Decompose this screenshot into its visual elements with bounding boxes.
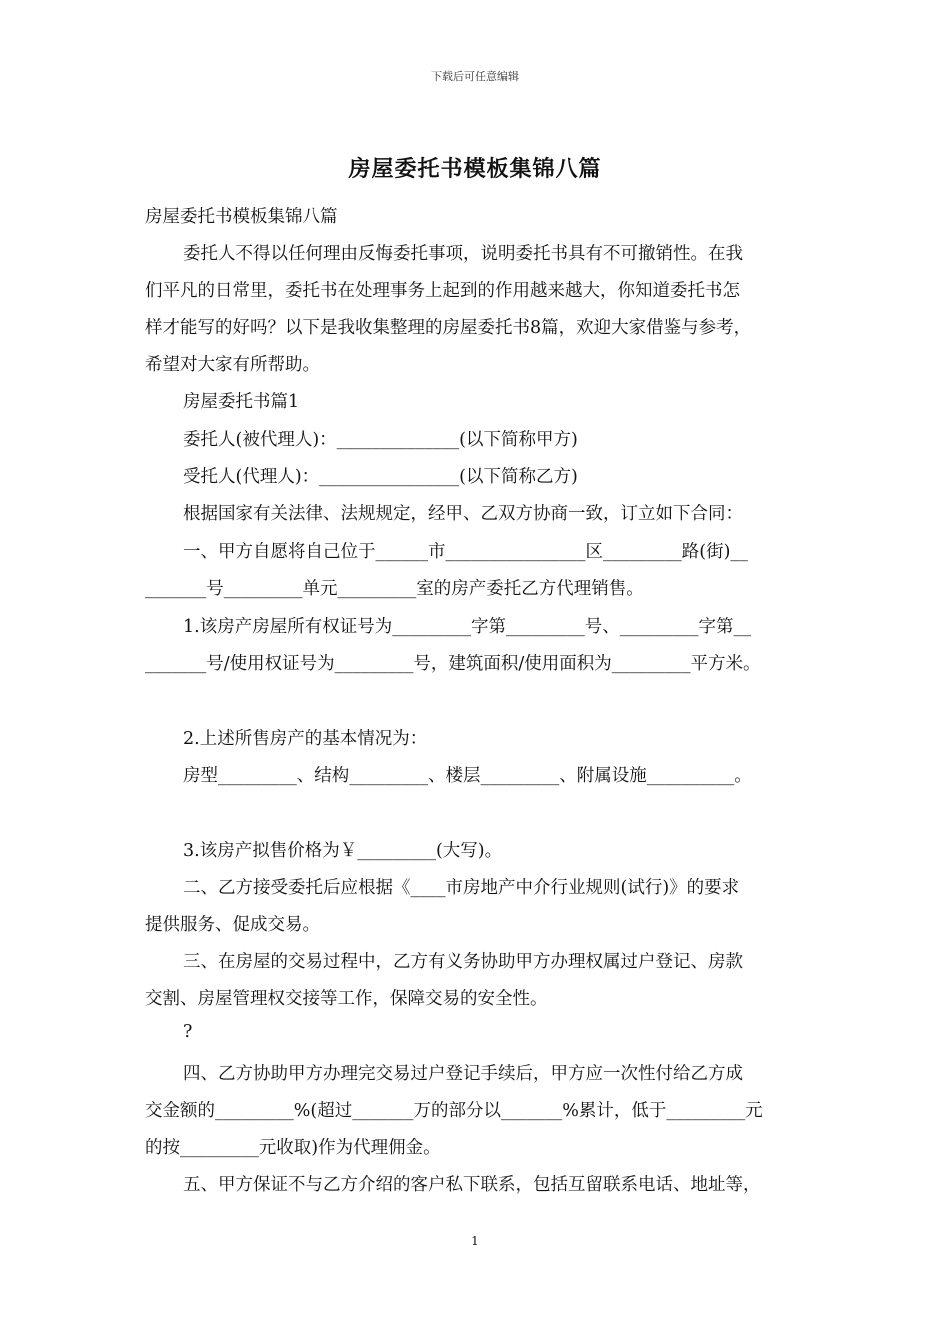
paragraph-line: 房型_________、结构_________、楼层_________、附属设施__________。: [183, 766, 752, 786]
paragraph-line: 们平凡的日常里，委托书在处理事务上起到的作用越来越大，你知道委托书怎: [145, 281, 740, 301]
paragraph-line: 受托人(代理人)：________________(以下简称乙方): [183, 467, 578, 487]
paragraph-line: 交金额的_________%(超过_______万的部分以_______%累计，低于_________元: [145, 1101, 763, 1121]
paragraph-line: 委托人不得以任何理由反悔委托事项，说明委托书具有不可撤销性。在我: [183, 244, 743, 264]
paragraph-line: 3.该房产拟售价格为￥_________(大写)。: [183, 841, 503, 861]
page-number: 1: [471, 1234, 479, 1248]
document-title: 房屋委托书模板集锦八篇: [348, 156, 602, 182]
paragraph-line: 交割、房屋管理权交接等工作，保障交易的安全性。: [145, 989, 548, 1009]
paragraph-line: 五、甲方保证不与乙方介绍的客户私下联系，包括互留联系电话、地址等，: [183, 1175, 761, 1195]
page-header: 下载后可任意编辑: [431, 70, 519, 83]
paragraph-line: _______号/使用权证号为_________号，建筑面积/使用面积为_________平方米。: [145, 654, 761, 674]
paragraph-line: 委托人(被代理人)：______________(以下简称甲方): [183, 430, 578, 450]
paragraph-line: 根据国家有关法律、法规规定，经甲、乙双方协商一致，订立如下合同：: [183, 504, 743, 524]
paragraph-line: 样才能写的好吗？以下是我收集整理的房屋委托书8篇，欢迎大家借鉴与参考，: [145, 318, 752, 338]
paragraph-line: _______号_________单元_________室的房产委托乙方代理销售。: [145, 579, 644, 599]
paragraph-line: 的按_________元收取)作为代理佣金。: [145, 1138, 441, 1158]
paragraph-line: ?: [183, 1022, 193, 1042]
paragraph-line: 二、乙方接受委托后应根据《____市房地产中介行业规则(试行)》的要求: [183, 878, 740, 898]
paragraph-line: 2.上述所售房产的基本情况为：: [183, 729, 428, 749]
subtitle-line: 房屋委托书模板集锦八篇: [145, 207, 338, 227]
paragraph-line: 希望对大家有所帮助。: [145, 355, 320, 375]
paragraph-line: 1.该房产房屋所有权证号为_________字第_________号、_________字第__: [183, 617, 751, 637]
section-heading: 房屋委托书篇1: [183, 392, 300, 412]
paragraph-line: 三、在房屋的交易过程中，乙方有义务协助甲方办理权属过户登记、房款: [183, 952, 743, 972]
paragraph-line: 提供服务、促成交易。: [145, 915, 320, 935]
paragraph-line: 四、乙方协助甲方办理完交易过户登记手续后，甲方应一次性付给乙方成: [183, 1064, 743, 1084]
paragraph-line: 一、甲方自愿将自己位于______市________________区_________路(街)__: [183, 542, 748, 562]
